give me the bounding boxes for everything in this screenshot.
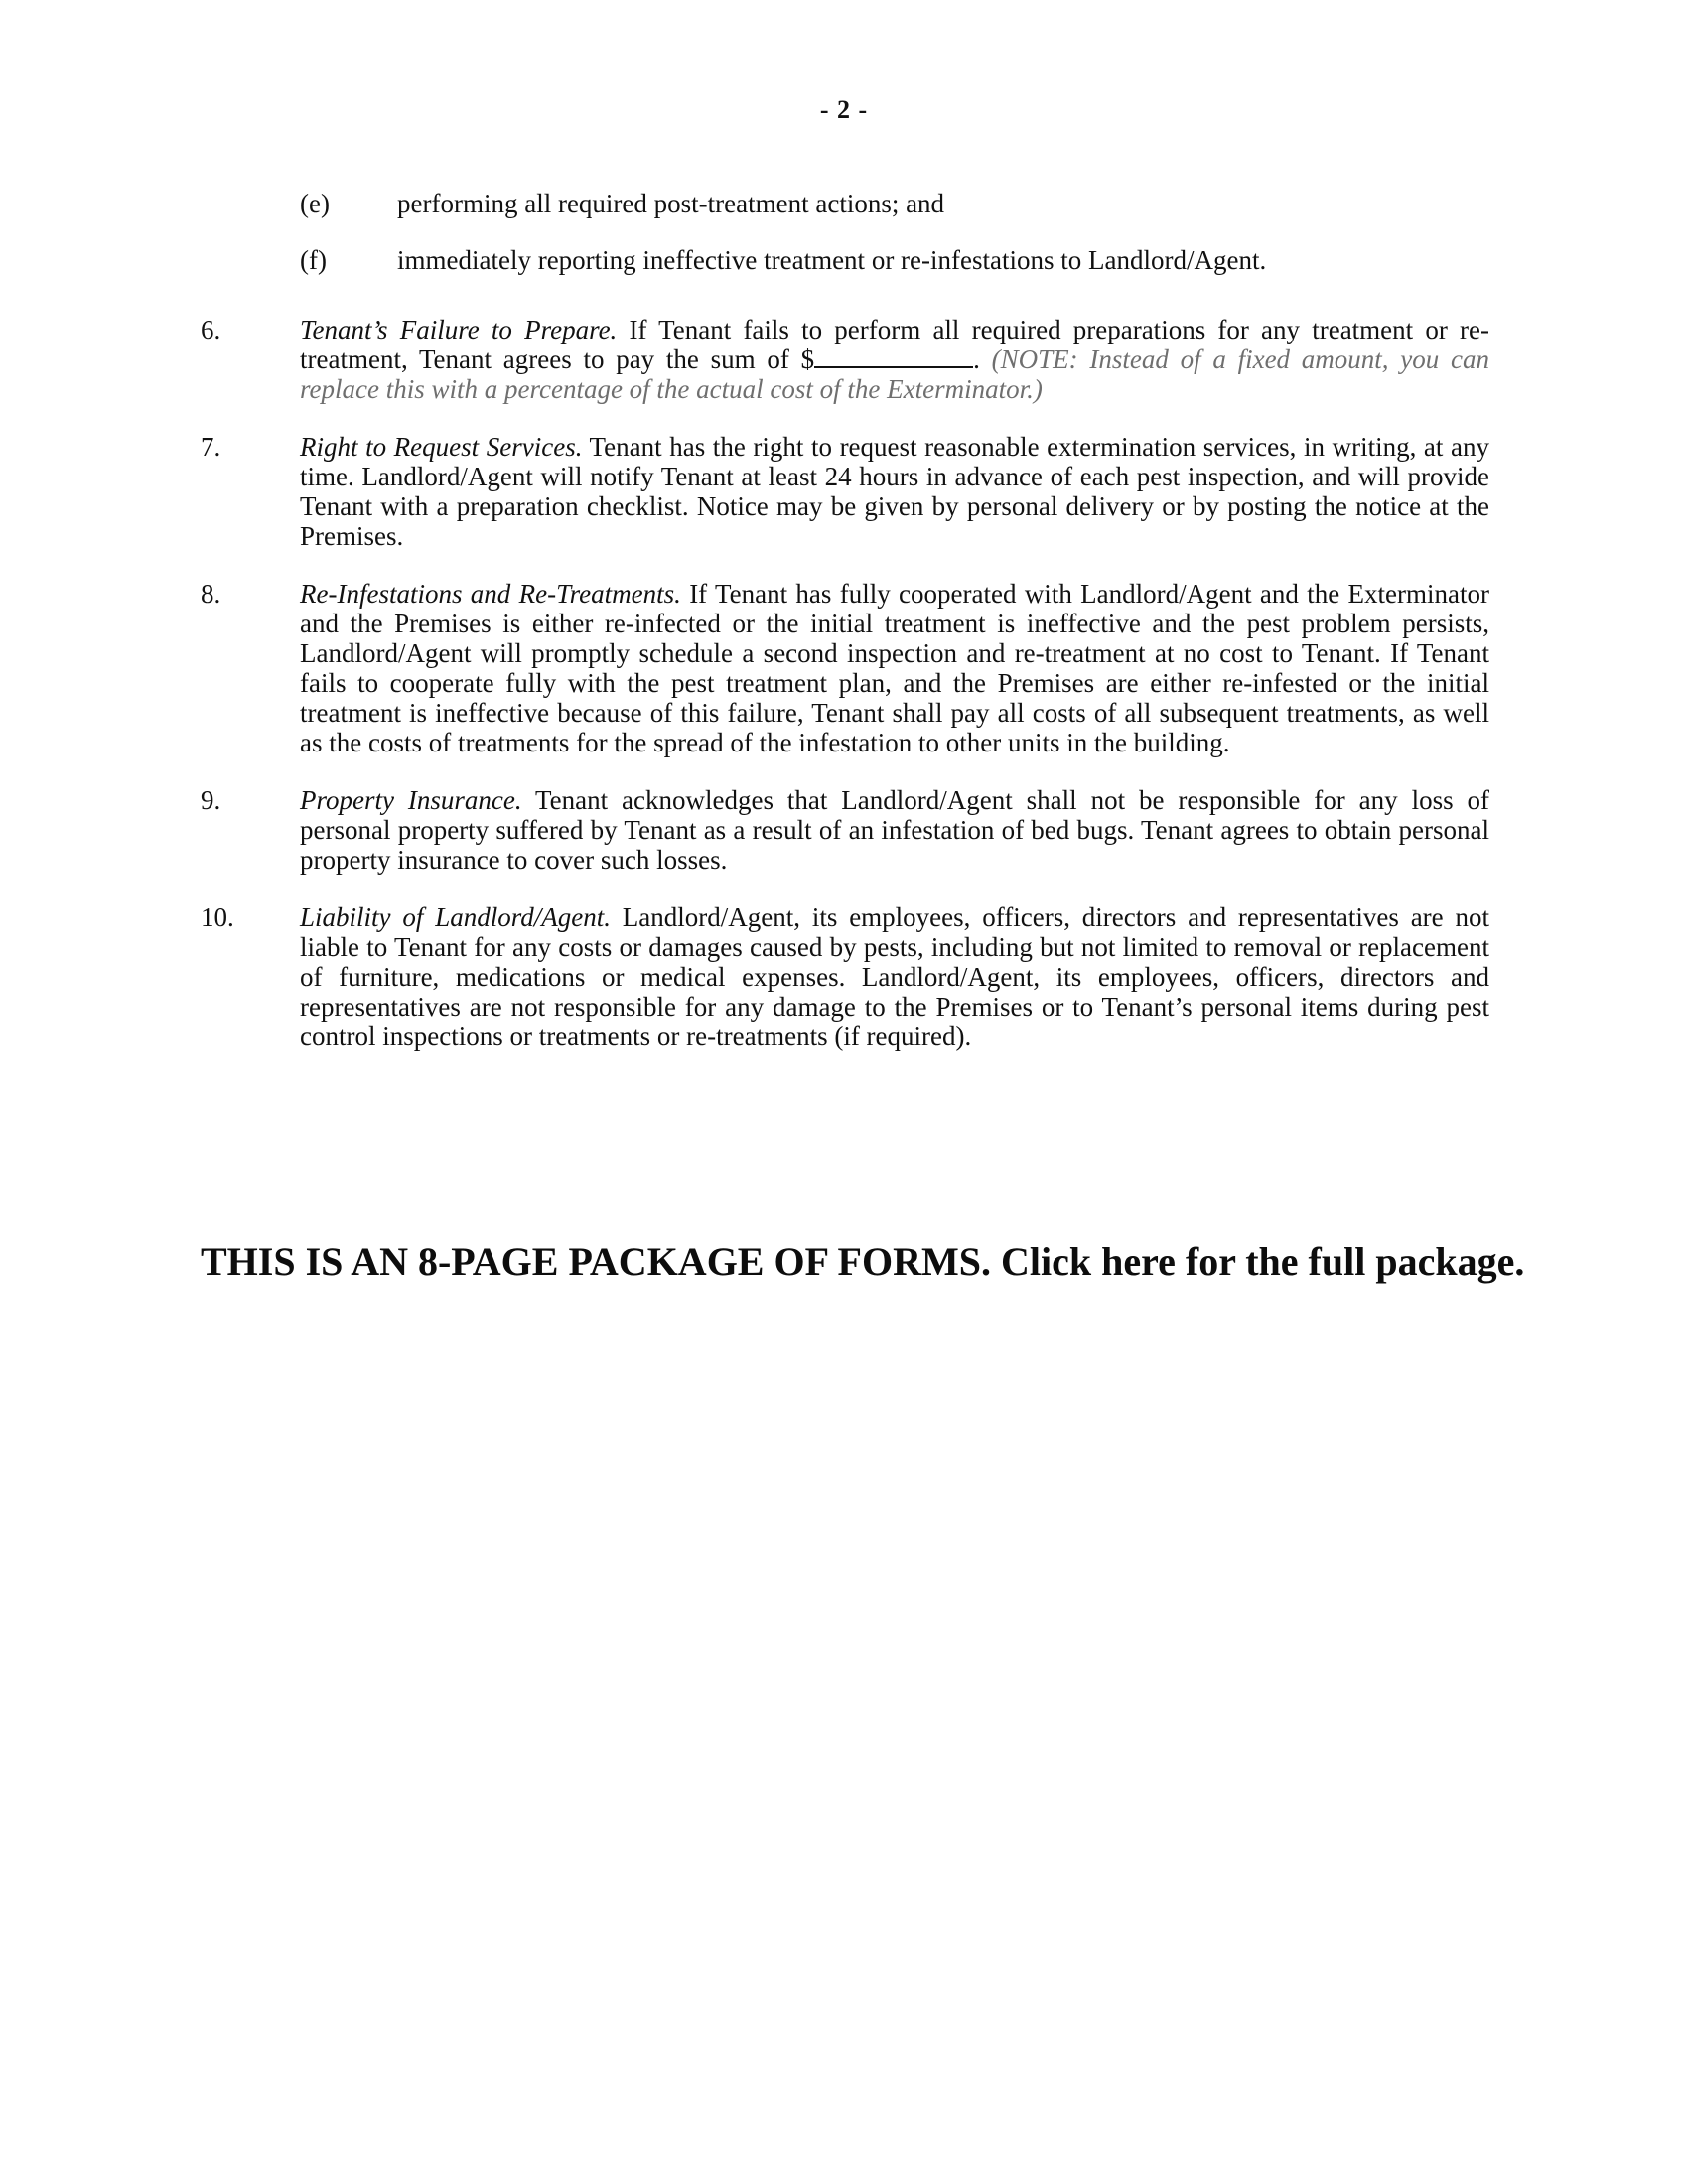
subitem-text: performing all required post-treatment actions; and (397, 189, 945, 218)
item-text: Tenant acknowledges that Landlord/Agent shall not be responsible for any loss of personal property suffered by Tenant as a result of an infestation of bed bugs. Tenant agrees to obtain personal property insurance to cover such losses. (300, 785, 1490, 875)
item-heading: Property Insurance. (300, 785, 522, 815)
click-here-link[interactable]: Click here for the full package. (1000, 1239, 1525, 1284)
item-text: If Tenant fails to perform all required preparations for any treatment or re-treatment, Tenant agrees to pay the sum of $ (300, 315, 1489, 374)
item-heading: Liability of Landlord/Agent. (300, 902, 611, 932)
item-heading: Re-Infestations and Re-Treatments. (300, 579, 681, 609)
numbered-item-7 (201, 432, 1489, 551)
item-body (300, 902, 1489, 1051)
item-number: 8. (201, 579, 221, 609)
item-text-after-blank: . (973, 344, 992, 374)
item-text: If Tenant has fully cooperated with Landlord/Agent and the Exterminator and the Premises is either re-infected or the initial treatment is ineffective and the pest problem persists, Landlord/Agent will promptly schedule a second inspection and re-treatment at no cost to Tenant. If Tenant fails to cooperate fully with the pest treatment plan, and the Premises are either re-infested or the initial treatment is ineffective because of this failure, Tenant shall pay all costs of all subsequent treatments, as well as the costs of treatments for the spread of the infestation to other units in the building. (300, 579, 1489, 757)
item-body (300, 432, 1489, 551)
page-number: - 2 - (819, 95, 869, 124)
list-item-e (300, 189, 1489, 218)
item-text: Tenant has the right to request reasonable extermination services, in writing, at any time. Landlord/Agent will notify Tenant at least 24 hours in advance of each pest inspection, and will provide Tenant with a preparation checklist. Notice may be given by personal delivery or by posting the notice at the Premises. (300, 432, 1489, 551)
item-number: 6. (201, 315, 221, 344)
numbered-item-10 (201, 902, 1489, 1051)
fill-in-blank-amount (814, 346, 973, 368)
package-notice (201, 1239, 1524, 1285)
numbered-item-9 (201, 785, 1489, 875)
item-body (300, 315, 1489, 404)
subitem-label: (f) (300, 245, 327, 275)
content-area (201, 189, 1489, 1079)
item-body (300, 785, 1489, 875)
item-number: 10. (201, 902, 234, 932)
list-item-f (300, 245, 1489, 275)
subitem-label: (e) (300, 189, 330, 218)
numbered-item-8 (201, 579, 1489, 757)
item-note: (NOTE: Instead of a fixed amount, you can replace this with a percentage of the actual cost of the Exterminator.) (300, 344, 1489, 404)
item-heading: Right to Request Services. (300, 432, 583, 462)
item-number: 9. (201, 785, 221, 815)
item-body (300, 579, 1489, 757)
numbered-item-6 (201, 315, 1489, 404)
item-heading: Tenant’s Failure to Prepare. (300, 315, 618, 344)
item-number: 7. (201, 432, 221, 462)
package-notice-text: THIS IS AN 8-PAGE PACKAGE OF FORMS. (201, 1239, 991, 1284)
subitem-text: immediately reporting ineffective treatment or re-infestations to Landlord/Agent. (397, 245, 1267, 275)
item-text: Landlord/Agent, its employees, officers, directors and representatives are not liable to Tenant for any costs or damages caused by pests, including but not limited to removal or replacement of furniture, medications or medical expenses. Landlord/Agent, its employees, officers, directors and representatives are not responsible for any damage to the Premises or to Tenant’s personal items during pest control inspections or treatments or re-treatments (if required). (300, 902, 1489, 1051)
